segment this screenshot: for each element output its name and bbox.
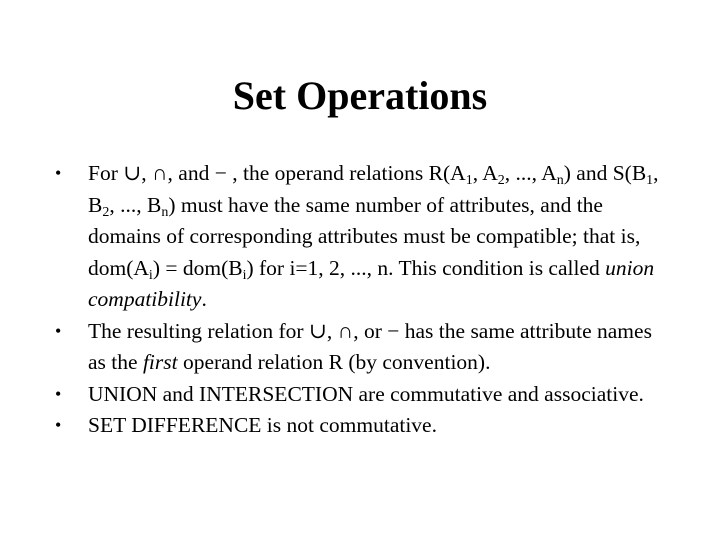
slide-title: Set Operations — [232, 73, 488, 118]
bullet-text: For ∪, ∩, and − , the operand relations $R(A_1$, $A_2$, ..., $A_n$) and $S(B_1$, $B_2$, ..., $B_n$) must have the same number of attributes, and the domains of corresponding attributes must be compatible; that is, $dom(A_i) = dom(B_i)$ for i=1, 2, ..., n. This condition is called union compatibility. — [88, 161, 659, 311]
bullet-text: SET DIFFERENCE is not commutative. — [88, 413, 437, 437]
bullet-list — [52, 158, 672, 442]
emphasis-text: first — [142, 350, 178, 374]
bullet-text: The resulting relation for ∪, ∩, or − has the same attribute names as the first operand relation R (by convention). — [88, 318, 652, 374]
union-symbol: ∪ — [308, 318, 327, 343]
bullet-dot-icon: • — [55, 163, 62, 183]
bullet-dot-icon: • — [55, 415, 62, 435]
emphasis-text: union compatibility — [88, 255, 655, 311]
bullet-dot-icon: • — [55, 320, 62, 341]
bullet-item-resulting-relation — [52, 316, 672, 379]
bullet-item-set-difference — [52, 410, 672, 442]
bullet-dot-icon: • — [55, 383, 62, 404]
union-symbol: ∪ — [123, 161, 142, 185]
minus-symbol: − — [214, 161, 227, 185]
bullet-item-union-compatibility — [52, 158, 672, 316]
intersection-symbol: ∩ — [337, 318, 354, 343]
bullet-text: UNION and INTERSECTION are commutative and associative. — [88, 381, 644, 406]
bullet-item-commutative — [52, 379, 672, 411]
minus-symbol: − — [387, 318, 400, 343]
intersection-symbol: ∩ — [152, 161, 168, 185]
